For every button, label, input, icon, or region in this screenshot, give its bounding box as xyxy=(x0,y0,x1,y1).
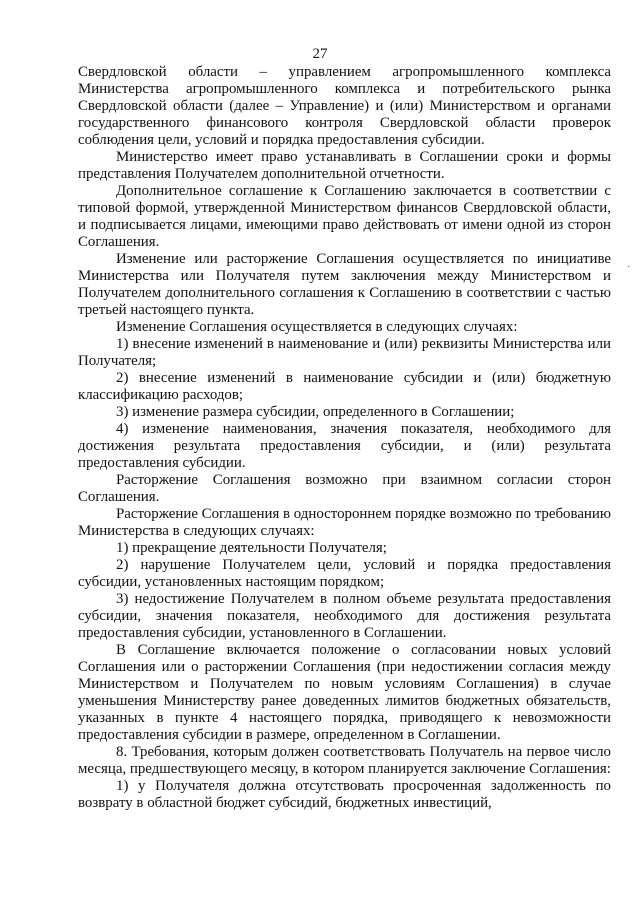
paragraph: Изменение Соглашения осуществляется в следующих случаях: xyxy=(116,319,518,335)
paragraph: 1) внесение изменений в наименование и (или) реквизиты Министерства или Получателя; xyxy=(78,336,611,369)
paragraph: В Соглашение включается положение о согласовании новых условий Соглашения или о расторжении Соглашения (при недостижении согласия между Министерством и Получателем по новым условиям Соглашения) в случае уменьшения Министерству ранее доведенных лимитов бюджетных обязательств, указанных в пункте 4 настоящего порядка, приводящего к невозможности предоставления субсидии в размере, определенном в Соглашении. xyxy=(78,642,611,743)
paragraph: 8. Требования, которым должен соответствовать Получатель на первое число месяца, предшествующего месяцу, в котором планируется заключение Соглашения: xyxy=(78,744,611,777)
margin-mark: · xyxy=(627,262,631,273)
paragraph: Изменение или расторжение Соглашения осуществляется по инициативе Министерства или Получателя путем заключения между Министерством и Получателем дополнительного соглашения к Соглашению в соответствии с частью третьей настоящего пункта. xyxy=(78,251,611,318)
paragraph: 1) прекращение деятельности Получателя; xyxy=(116,540,387,556)
paragraph: 4) изменение наименования, значения показателя, необходимого для достижения результата предоставления субсидии, и (или) результата предоставления субсидии. xyxy=(78,421,611,471)
document-body xyxy=(78,64,611,812)
paragraph: Расторжение Соглашения возможно при взаимном согласии сторон Соглашения. xyxy=(78,472,611,505)
paragraph: Министерство имеет право устанавливать в Соглашении сроки и формы представления Получателем дополнительной отчетности. xyxy=(78,149,611,182)
paragraph: Расторжение Соглашения в одностороннем порядке возможно по требованию Министерства в следующих случаях: xyxy=(78,506,611,539)
paragraph: 2) нарушение Получателем цели, условий и порядка предоставления субсидии, установленных настоящим порядком; xyxy=(78,557,611,590)
paragraph: 3) недостижение Получателем в полном объеме результата предоставления субсидии, значения показателя, необходимого для достижения результата предоставления субсидии, установленного в Соглашении. xyxy=(78,591,611,641)
paragraph: 3) изменение размера субсидии, определенного в Соглашении; xyxy=(116,404,515,420)
paragraph: 2) внесение изменений в наименование субсидии и (или) бюджетную классификацию расходов; xyxy=(78,370,611,403)
paragraph: Дополнительное соглашение к Соглашению заключается в соответствии с типовой формой, утвержденной Министерством финансов Свердловской области, и подписывается лицами, имеющими право действовать от имени одной из сторон Соглашения. xyxy=(78,183,611,250)
paragraph: 1) у Получателя должна отсутствовать просроченная задолженность по возврату в областной бюджет субсидий, бюджетных инвестиций, xyxy=(78,778,611,811)
paragraph: Свердловской области – управлением агропромышленного комплекса Министерства агропромышленного комплекса и потребительского рынка Свердловской области (далее – Управление) и (или) Министерством и органами государственного финансового контроля Свердловской области проверок соблюдения цели, условий и порядка предоставления субсидии. xyxy=(78,64,611,148)
page-number: 27 xyxy=(312,46,328,62)
